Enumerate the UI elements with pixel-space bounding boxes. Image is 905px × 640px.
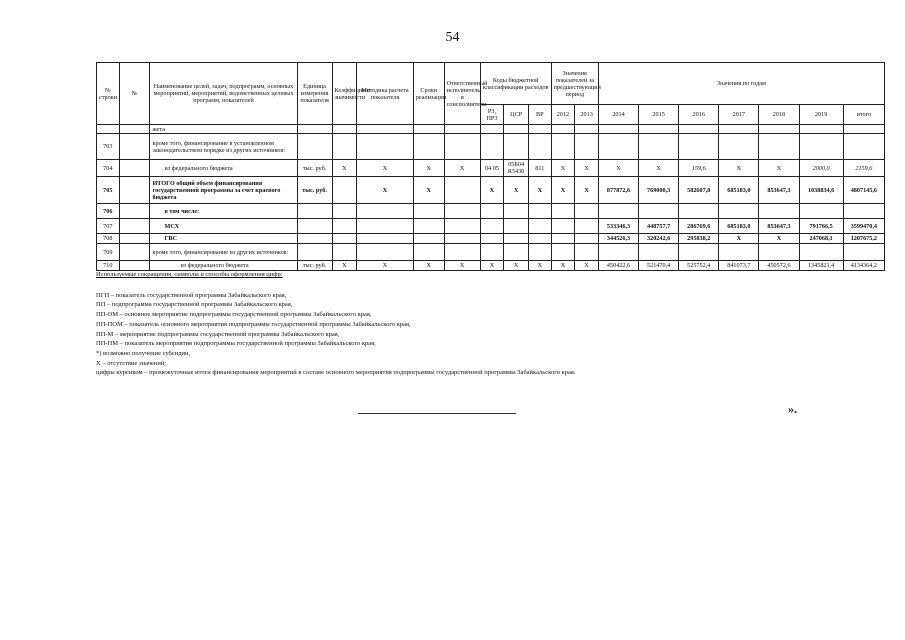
header-2018: 2018	[759, 105, 799, 125]
header-2012: 2012	[551, 105, 575, 125]
row-value-total	[843, 125, 884, 134]
row-value-total	[843, 204, 884, 219]
row-method	[357, 134, 414, 160]
row-csr: X	[504, 177, 529, 204]
row-value-2018: X	[759, 234, 799, 244]
row-name: кроме того, финансирование из других источников:	[150, 244, 297, 261]
row-value-2015	[639, 125, 679, 134]
row-unit	[297, 234, 332, 244]
row-value-2012	[551, 219, 575, 234]
row-rz	[480, 234, 504, 244]
header-no: №	[119, 63, 150, 125]
row-code	[119, 125, 150, 134]
row-responsible: X	[444, 160, 480, 177]
row-name: ГВС	[150, 234, 297, 244]
row-rz	[480, 125, 504, 134]
header-year-values: Значения по годам	[598, 63, 884, 105]
row-number: 710	[97, 261, 120, 271]
row-unit: тыс. руб.	[297, 160, 332, 177]
row-value-2012: X	[551, 177, 575, 204]
header-2016: 2016	[679, 105, 719, 125]
row-value-2019	[799, 204, 843, 219]
row-code	[119, 134, 150, 160]
header-csr: ЦСР	[504, 105, 529, 125]
header-2013: 2013	[575, 105, 599, 125]
row-value-2013	[575, 204, 599, 219]
row-value-2013	[575, 244, 599, 261]
row-name: МСХ	[150, 219, 297, 234]
row-value-total	[843, 244, 884, 261]
row-value-2017	[719, 134, 759, 160]
row-value-2017: 685183,0	[719, 219, 759, 234]
row-coef: X	[332, 160, 357, 177]
row-value-2013: X	[575, 160, 599, 177]
row-rz	[480, 134, 504, 160]
row-value-2016: 525752,4	[679, 261, 719, 271]
row-value-2016	[679, 244, 719, 261]
row-unit	[297, 125, 332, 134]
row-value-2017: 685183,0	[719, 177, 759, 204]
row-rz: X	[480, 261, 504, 271]
row-value-2016	[679, 134, 719, 160]
row-vr	[529, 134, 552, 160]
row-value-2018	[759, 134, 799, 160]
row-value-2017	[719, 244, 759, 261]
row-value-2015	[639, 134, 679, 160]
row-value-2017	[719, 125, 759, 134]
row-value-2015	[639, 204, 679, 219]
row-value-2014	[598, 134, 638, 160]
row-value-2016: 582607,8	[679, 177, 719, 204]
row-vr	[529, 234, 552, 244]
legend-item: *) возможно получение субсидии,	[96, 349, 191, 357]
row-value-2014: 344526,3	[598, 234, 638, 244]
row-number: 703	[97, 134, 120, 160]
legend-title: Используемые сокращения, символы и способы оформления цифр:	[96, 271, 283, 278]
row-code	[119, 234, 150, 244]
row-code	[119, 177, 150, 204]
row-responsible: X	[444, 261, 480, 271]
row-method	[357, 219, 414, 234]
legend-item: ПП-ОМ – основное мероприятие подпрограммы государственной программы Забайкальского края,	[96, 311, 372, 319]
row-number: 708	[97, 234, 120, 244]
row-coef	[332, 244, 357, 261]
row-csr	[504, 204, 529, 219]
row-value-2017: 841073,7	[719, 261, 759, 271]
row-name: кроме того, финансирование в установленном законодательством порядке из других источников:	[150, 134, 297, 160]
row-terms	[413, 125, 444, 134]
row-method: X	[357, 261, 414, 271]
legend-item: ПП-М – мероприятие подпрограммы государственной программы Забайкальского края,	[96, 330, 340, 338]
row-value-2019: 247068,1	[799, 234, 843, 244]
row-unit	[297, 204, 332, 219]
header-prev-values: Значения показателей за предшествующий период	[551, 63, 598, 105]
row-method: X	[357, 177, 414, 204]
row-value-2017	[719, 204, 759, 219]
row-coef	[332, 125, 357, 134]
row-value-2012	[551, 125, 575, 134]
row-method	[357, 125, 414, 134]
row-name: из федерального бюджета	[150, 261, 297, 271]
row-responsible	[444, 204, 480, 219]
row-responsible	[444, 244, 480, 261]
row-value-total: 2159,6	[843, 160, 884, 177]
row-value-2012	[551, 134, 575, 160]
row-vr: X	[529, 261, 552, 271]
row-value-2012: X	[551, 160, 575, 177]
legend-item: ПП – подпрограмма государственной программы Забайкальского края,	[96, 301, 293, 309]
row-value-2019: 1345821,4	[799, 261, 843, 271]
row-vr: 811	[529, 160, 552, 177]
row-code	[119, 261, 150, 271]
row-value-2014: 877872,6	[598, 177, 638, 204]
header-row-no: № строки	[97, 63, 120, 125]
header-total: итого	[843, 105, 884, 125]
row-rz	[480, 219, 504, 234]
row-name: из федерального бюджета	[150, 160, 297, 177]
row-csr: X	[504, 261, 529, 271]
row-vr	[529, 125, 552, 134]
budget-table	[96, 62, 885, 271]
row-value-2019	[799, 244, 843, 261]
row-number	[97, 125, 120, 134]
header-2014: 2014	[598, 105, 638, 125]
legend-item: цифры курсивом – промежуточные итоги финансирования мероприятий в составе основного мероприятия подпрограммы государственной программы Забайкальского края.	[96, 369, 576, 377]
row-value-2016: 295838,2	[679, 234, 719, 244]
row-value-2012	[551, 244, 575, 261]
row-value-2012: X	[551, 261, 575, 271]
legend-item: ПП-ПОМ – показатель основного мероприятия подпрограммы государственной программы Забайкальского края,	[96, 320, 411, 328]
row-coef	[332, 204, 357, 219]
row-rz	[480, 204, 504, 219]
row-csr	[504, 244, 529, 261]
row-terms	[413, 134, 444, 160]
header-2019: 2019	[799, 105, 843, 125]
row-csr	[504, 219, 529, 234]
row-coef	[332, 234, 357, 244]
row-coef: X	[332, 261, 357, 271]
row-rz: 04 05	[480, 160, 504, 177]
row-value-total: 1207675,2	[843, 234, 884, 244]
row-responsible	[444, 234, 480, 244]
row-value-2016	[679, 204, 719, 219]
header-name: Наименование целей, задач, подпрограмм, основных мероприятий, мероприятий, ведомственных целевых программ, показателей	[150, 63, 297, 125]
row-value-2018	[759, 244, 799, 261]
row-number: 705	[97, 177, 120, 204]
header-budget-codes: Коды бюджетной классификации расходов	[480, 63, 551, 105]
row-terms	[413, 204, 444, 219]
row-value-2019: 1038834,6	[799, 177, 843, 204]
row-value-2019	[799, 134, 843, 160]
row-value-2016: 286769,6	[679, 219, 719, 234]
row-value-2018: 450572,6	[759, 261, 799, 271]
row-terms: X	[413, 160, 444, 177]
row-value-2015: 521470,4	[639, 261, 679, 271]
row-value-2016	[679, 125, 719, 134]
row-value-2013	[575, 134, 599, 160]
row-method	[357, 244, 414, 261]
row-number: 709	[97, 244, 120, 261]
row-responsible	[444, 125, 480, 134]
legend-item: X – отсутствие значений;	[96, 359, 167, 367]
row-value-2019: 791766,5	[799, 219, 843, 234]
row-value-2014	[598, 244, 638, 261]
row-value-2014	[598, 125, 638, 134]
abbreviations-legend	[96, 270, 576, 378]
row-value-2015	[639, 244, 679, 261]
row-rz	[480, 244, 504, 261]
row-value-2012	[551, 234, 575, 244]
legend-item: ПГП – показатель государственной программы Забайкальского края,	[96, 291, 287, 299]
row-value-2017: X	[719, 160, 759, 177]
header-unit: Единица измерения показателя	[297, 63, 332, 125]
row-csr: 05Б04 R5430	[504, 160, 529, 177]
row-value-2015: 769000,3	[639, 177, 679, 204]
row-number: 707	[97, 219, 120, 234]
row-vr	[529, 204, 552, 219]
legend-item: ПП-ПМ – показатель мероприятия подпрограммы государственной программы Забайкальского края,	[96, 340, 376, 348]
row-value-2017: X	[719, 234, 759, 244]
row-responsible	[444, 177, 480, 204]
row-value-2012	[551, 204, 575, 219]
row-vr: X	[529, 177, 552, 204]
row-value-2014: 450422,6	[598, 261, 638, 271]
row-value-2019: 2000,0	[799, 160, 843, 177]
row-code	[119, 244, 150, 261]
closing-quote-mark: ».	[788, 402, 797, 416]
row-code	[119, 204, 150, 219]
row-value-2014	[598, 204, 638, 219]
row-terms	[413, 244, 444, 261]
row-unit	[297, 134, 332, 160]
header-terms: Сроки реализации	[413, 63, 444, 125]
header-2017: 2017	[719, 105, 759, 125]
row-unit	[297, 219, 332, 234]
row-value-2018	[759, 125, 799, 134]
row-value-2013: X	[575, 261, 599, 271]
row-value-total: 4134364,2	[843, 261, 884, 271]
row-value-2014: X	[598, 160, 638, 177]
row-terms	[413, 219, 444, 234]
row-name: жета	[150, 125, 297, 134]
header-responsible: Ответственный исполнитель и соисполнители	[444, 63, 480, 125]
row-value-2018: 853647,3	[759, 177, 799, 204]
row-vr	[529, 219, 552, 234]
row-value-2014: 533346,3	[598, 219, 638, 234]
row-csr	[504, 134, 529, 160]
page-number: 54	[445, 30, 460, 45]
row-coef	[332, 177, 357, 204]
row-value-2015: 320242,6	[639, 234, 679, 244]
header-vr: ВР	[529, 105, 552, 125]
row-value-2018	[759, 204, 799, 219]
row-unit	[297, 244, 332, 261]
row-method: X	[357, 160, 414, 177]
row-value-2018: 853647,3	[759, 219, 799, 234]
row-value-2019	[799, 125, 843, 134]
row-vr	[529, 244, 552, 261]
row-number: 706	[97, 204, 120, 219]
row-name: ИТОГО общий объем финансирования государственной программы за счет краевого бюджета	[150, 177, 297, 204]
row-value-total: 3599470,4	[843, 219, 884, 234]
row-value-2013	[575, 219, 599, 234]
row-value-total: 4807145,6	[843, 177, 884, 204]
row-value-2016: 159,6	[679, 160, 719, 177]
row-number: 704	[97, 160, 120, 177]
signature-line	[358, 413, 516, 414]
row-method	[357, 204, 414, 219]
row-name: в том числе:	[150, 204, 297, 219]
row-responsible	[444, 219, 480, 234]
row-unit: тыс. руб.	[297, 177, 332, 204]
row-method	[357, 234, 414, 244]
row-value-2013	[575, 125, 599, 134]
row-value-2013	[575, 234, 599, 244]
row-code	[119, 219, 150, 234]
row-csr	[504, 125, 529, 134]
row-coef	[332, 134, 357, 160]
row-terms: X	[413, 261, 444, 271]
row-value-2018: X	[759, 160, 799, 177]
row-terms: X	[413, 177, 444, 204]
row-coef	[332, 219, 357, 234]
row-terms	[413, 234, 444, 244]
row-value-2015: 448757,7	[639, 219, 679, 234]
row-unit: тыс. руб.	[297, 261, 332, 271]
row-code	[119, 160, 150, 177]
row-value-total	[843, 134, 884, 160]
row-value-2015: X	[639, 160, 679, 177]
row-value-2013: X	[575, 177, 599, 204]
row-csr	[504, 234, 529, 244]
header-method: Методика расчета показателя	[357, 63, 414, 125]
row-rz: X	[480, 177, 504, 204]
header-rz: РЗ, ПР3	[480, 105, 504, 125]
header-coef: Коэффициент значимости	[332, 63, 357, 125]
header-2015: 2015	[639, 105, 679, 125]
row-responsible	[444, 134, 480, 160]
